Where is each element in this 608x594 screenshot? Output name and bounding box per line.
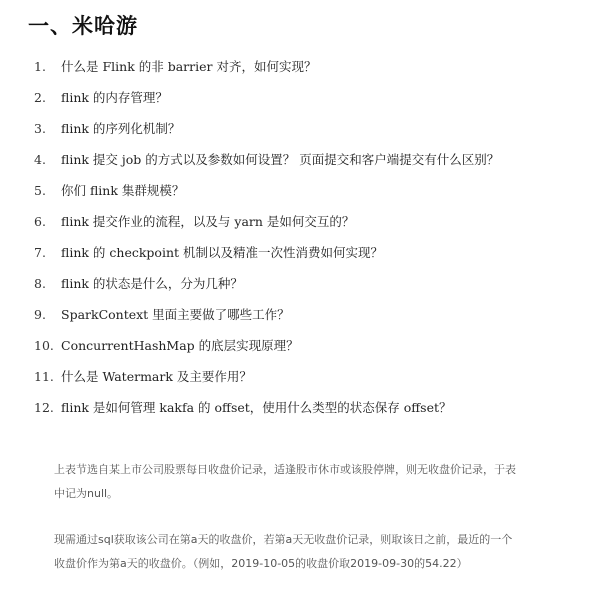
question-number: 11. xyxy=(34,369,54,384)
question-text: ConcurrentHashMap 的底层实现原理？ xyxy=(61,338,299,353)
question-number: 7. xyxy=(34,245,46,260)
question-item xyxy=(34,306,599,337)
question-number: 6. xyxy=(34,214,46,229)
question-text: 什么是 Flink 的非 barrier 对齐，如何实现？ xyxy=(61,59,317,74)
question-number: 9. xyxy=(34,307,46,322)
note-paragraph xyxy=(54,528,574,576)
question-item xyxy=(34,151,599,182)
question-number: 12. xyxy=(34,400,54,415)
note-line: 上表节选自某上市公司股票每日收盘价记录，适逢股市休市或该股停牌，则无收盘价记录，于表 xyxy=(54,463,516,476)
question-text: flink 的内存管理？ xyxy=(61,90,168,105)
question-number: 2. xyxy=(34,90,46,105)
question-text: flink 提交作业的流程，以及与 yarn 是如何交互的？ xyxy=(61,214,355,229)
question-item xyxy=(34,58,599,89)
question-item xyxy=(34,120,599,151)
question-number: 3. xyxy=(34,121,46,136)
question-text: 你们 flink 集群规模？ xyxy=(61,183,185,198)
note-line: 现需通过sql获取该公司在第a天的收盘价，若第a天无收盘价记录，则取该日之前，最近的一个 xyxy=(54,533,513,546)
question-text: flink 的 checkpoint 机制以及精准一次性消费如何实现？ xyxy=(61,245,384,260)
question-number: 1. xyxy=(34,59,46,74)
question-number: 8. xyxy=(34,276,46,291)
question-item xyxy=(34,182,599,213)
question-item xyxy=(34,244,599,275)
question-number: 10. xyxy=(34,338,54,353)
section-heading: 一、米哈游 xyxy=(28,14,138,38)
note-line: 中记为null。 xyxy=(54,487,119,500)
question-item xyxy=(34,368,599,399)
question-number: 4. xyxy=(34,152,46,167)
question-text: flink 提交 job 的方式以及参数如何设置？ 页面提交和客户端提交有什么区别？ xyxy=(61,152,500,167)
note-line: 收盘价作为第a天的收盘价。（例如，2019-10-05的收盘价取2019-09-30的54.22） xyxy=(54,557,468,570)
question-item xyxy=(34,337,599,368)
question-number: 5. xyxy=(34,183,46,198)
question-text: 什么是 Watermark 及主要作用？ xyxy=(61,369,252,384)
question-text: SparkContext 里面主要做了哪些工作？ xyxy=(61,307,290,322)
question-text: flink 是如何管理 kakfa 的 offset，使用什么类型的状态保存 offset？ xyxy=(61,400,452,415)
question-item xyxy=(34,275,599,306)
note-paragraph xyxy=(54,458,574,506)
question-item xyxy=(34,399,599,430)
question-item xyxy=(34,89,599,120)
question-item xyxy=(34,213,599,244)
question-text: flink 的状态是什么，分为几种？ xyxy=(61,276,243,291)
question-list xyxy=(34,58,599,430)
question-text: flink 的序列化机制？ xyxy=(61,121,181,136)
